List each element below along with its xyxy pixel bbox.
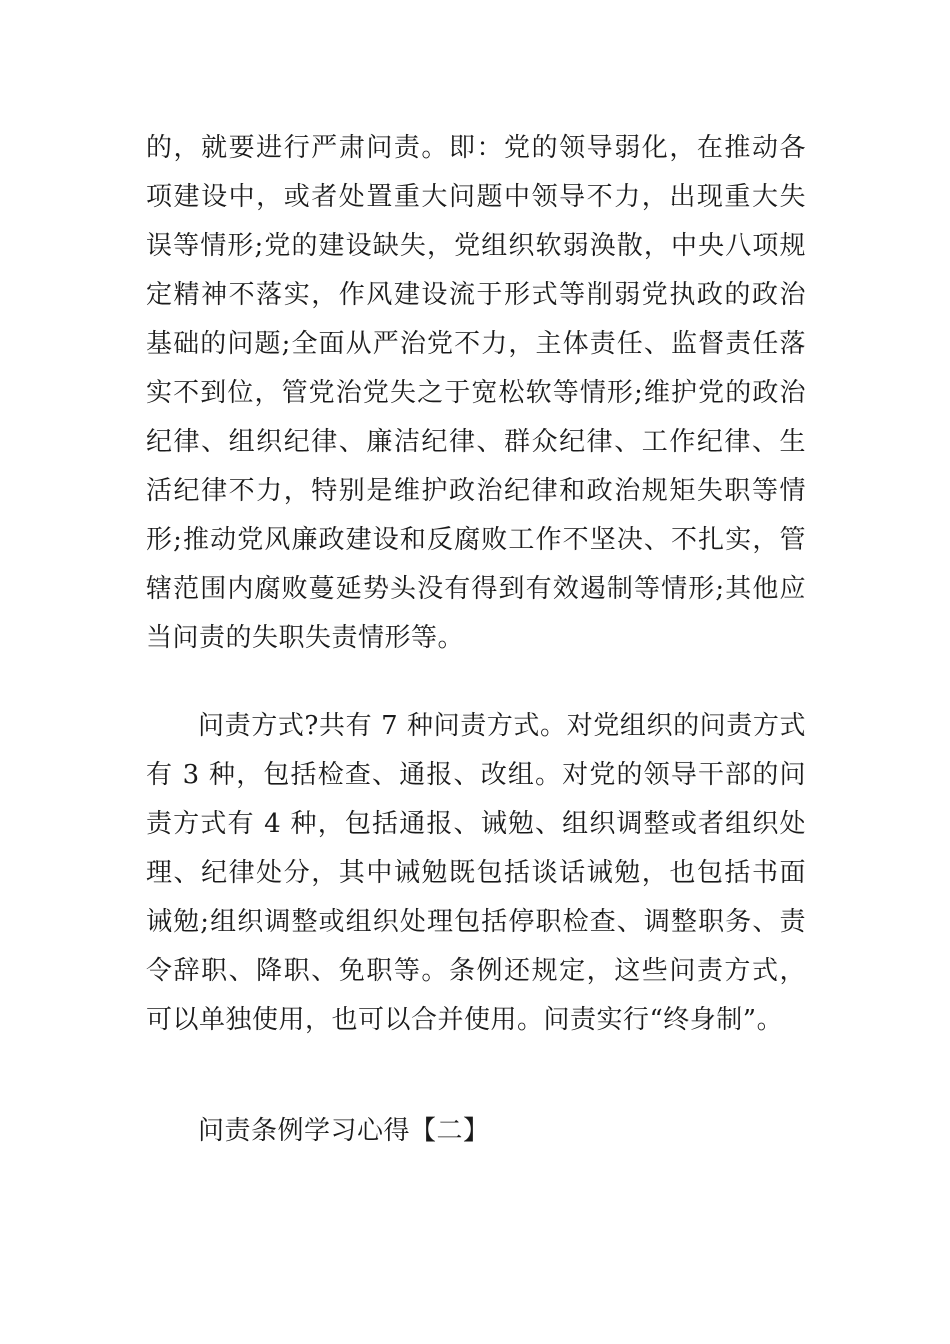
section-heading: 问责条例学习心得【二】 bbox=[198, 1116, 490, 1146]
body-paragraph-1: 的，就要进行严肃问责。即：党的领导弱化，在推动各项建设中，或者处置重大问题中领导不力，出现重大失误等情形;党的建设缺失，党组织软弱涣散，中央八项规定精神不落实，作风建设流于形式等削弱党执政的政治基础的问题;全面从严治党不力，主体责任、监督责任落实不到位，管党治党失之于宽松软等情形;维护党的政治纪律、组织纪律、廉洁纪律、群众纪律、工作纪律、生活纪律不力，特别是维护政治纪律和政治规矩失职等情形;推动党风廉政建设和反腐败工作不坚决、不扎实，管辖范围内腐败蔓延势头没有得到有效遏制等情形;其他应当问责的失职失责情形等。 bbox=[146, 133, 806, 653]
body-paragraph-2: 问责方式?共有 7 种问责方式。对党组织的问责方式有 3 种，包括检查、通报、改组。对党的领导干部的问责方式有 4 种，包括通报、诫勉、组织调整或者组织处理、纪律处分，其中诫勉既包括谈话诫勉，也包括书面诫勉;组织调整或组织处理包括停职检查、调整职务、责令辞职、降职、免职等。条例还规定，这些问责方式，可以单独使用，也可以合并使用。问责实行“终身制”。 bbox=[146, 711, 806, 1035]
